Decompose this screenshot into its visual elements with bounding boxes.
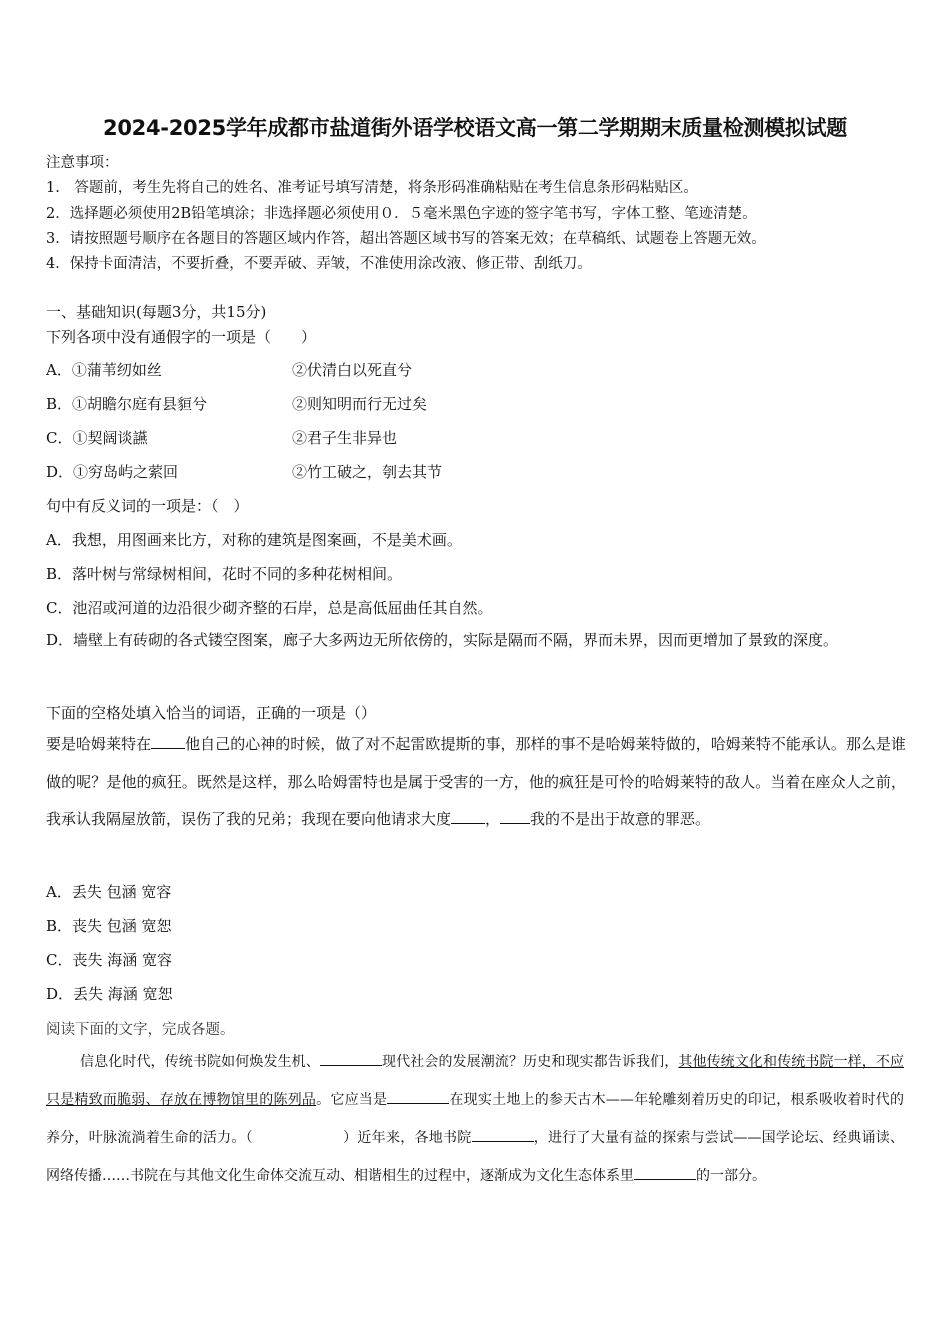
q3-passage-part-2: 他自己的心神的时候，做了对不起雷欧提斯的事，那样的事不是哈姆莱特做的，哈姆莱特不能承认。那么是谁做的呢？是他的疯狂。既然是这样，那么哈姆雷特也是属于受害的一方，他的疯狂是可怜的哈姆莱特的敌人。当着在座众人之前，我承认我隔屋放箭，误伤了我的兄弟；我现在要向他请求大度 (46, 735, 906, 828)
reading-part-5: 在现实土地上的参天古木——年轮雕刻着历史的印记，根系吸收着时代的养分，叶脉流淌着生命的活力。（ (46, 1092, 905, 1146)
reading-part-6: ）近年来，各地书院 (342, 1130, 472, 1146)
notice-item-1: 1. 答题前，考生先将自己的姓名、准考证号填写清楚，将条形码准确粘贴在考生信息条形码粘贴区。 (46, 180, 698, 196)
q3-option-b: B．丧失 包涵 宽恕 (46, 917, 172, 935)
q1-option-a-second: ②伏清白以死直兮 (292, 361, 413, 379)
q2-option-b: B．落叶树与常绿树相间，花时不同的多种花树相间。 (46, 565, 403, 583)
q3-passage-part-1: 要是哈姆莱特在 (46, 735, 152, 753)
notice-item-4: 4．保持卡面清洁，不要折叠，不要弄破、弄皱，不准使用涂改液、修正带、刮纸刀。 (46, 256, 592, 272)
q2-option-a: A．我想，用图画来比方，对称的建筑是图案画，不是美术画。 (46, 531, 462, 549)
notice-item-2: 2．选择题必须使用2B铅笔填涂；非选择题必须使用０．５毫米黑色字迹的签字笔书写，字体工整、笔迹清楚。 (46, 206, 757, 222)
q3-option-c: C．丧失 海涵 宽容 (46, 951, 173, 969)
q3-blank-3 (500, 809, 530, 824)
reading-intro: 阅读下面的文字，完成各题。 (46, 1022, 235, 1038)
notice-heading: 注意事项： (46, 155, 119, 171)
section-heading: 一、基础知识(每题3分，共15分) (46, 303, 267, 321)
q1-option-d-second: ②竹工破之，刳去其节 (292, 463, 443, 481)
q3-passage (46, 726, 906, 839)
reading-part-4: 。它应当是 (316, 1092, 388, 1108)
q1-option-b-second: ②则知明而行无过矣 (292, 395, 428, 413)
reading-part-1: 信息化时代，传统书院如何焕发生机、 (80, 1054, 320, 1070)
q1-option-d-first: D．①穷岛屿之萦回 (46, 463, 179, 481)
reading-blank-3 (472, 1127, 534, 1142)
reading-underlined-sentence: 其他传统文化和传统书院一样，不应只是精致而脆弱、存放在博物馆里的陈列品 (46, 1054, 905, 1108)
reading-passage (46, 1043, 904, 1195)
notice-item-3: 3．请按照题号顺序在各题目的答题区域内作答，超出答题区域书写的答案无效；在草稿纸、试题卷上答题无效。 (46, 231, 766, 247)
q1-option-a-first: A．①蒲苇纫如丝 (46, 361, 162, 379)
page-title: 2024-2025学年成都市盐道街外语学校语文高一第二学期期末质量检测模拟试题 (103, 116, 847, 140)
reading-blank-1 (320, 1051, 382, 1066)
reading-part-2: 现代社会的发展潮流？历史和现实都告诉我们， (381, 1054, 679, 1070)
question-1-stem: 下列各项中没有通假字的一项是（ ） (46, 328, 317, 346)
reading-part-8: 的一部分。 (696, 1168, 766, 1184)
q1-option-c-second: ②君子生非异也 (292, 429, 398, 447)
q3-option-a: A．丢失 包涵 宽容 (46, 883, 172, 901)
q1-option-b-first: B．①胡瞻尔庭有县貆兮 (46, 395, 208, 413)
q3-blank-2 (451, 809, 485, 824)
q2-option-c: C．池沼或河道的边沿很少砌齐整的石岸，总是高低屈曲任其自然。 (46, 599, 493, 617)
q1-option-c-first: C．①契阔谈讌 (46, 429, 148, 447)
q3-passage-part-4: 我的不是出于故意的罪恶。 (530, 810, 711, 828)
reading-blank-2 (387, 1089, 449, 1104)
q3-blank-1 (151, 734, 185, 749)
q3-option-d: D．丢失 海涵 宽恕 (46, 985, 173, 1003)
reading-blank-4 (634, 1165, 696, 1180)
q2-option-d: D．墙壁上有砖砌的各式镂空图案，廊子大多两边无所依傍的，实际是隔而不隔，界而未界，因而更增加了景致的深度。 (46, 631, 839, 649)
question-2-stem: 句中有反义词的一项是：（ ） (46, 497, 249, 515)
reading-part-7: ，进行了大量有益的探索与尝试——国学论坛、经典诵读、网络传播……书院在与其他文化生命体交流互动、相谐相生的过程中，逐渐成为文化生态体系里 (46, 1130, 905, 1184)
question-3-stem: 下面的空格处填入恰当的词语，正确的一项是（） (46, 704, 377, 722)
q3-passage-part-3: ， (485, 810, 501, 828)
